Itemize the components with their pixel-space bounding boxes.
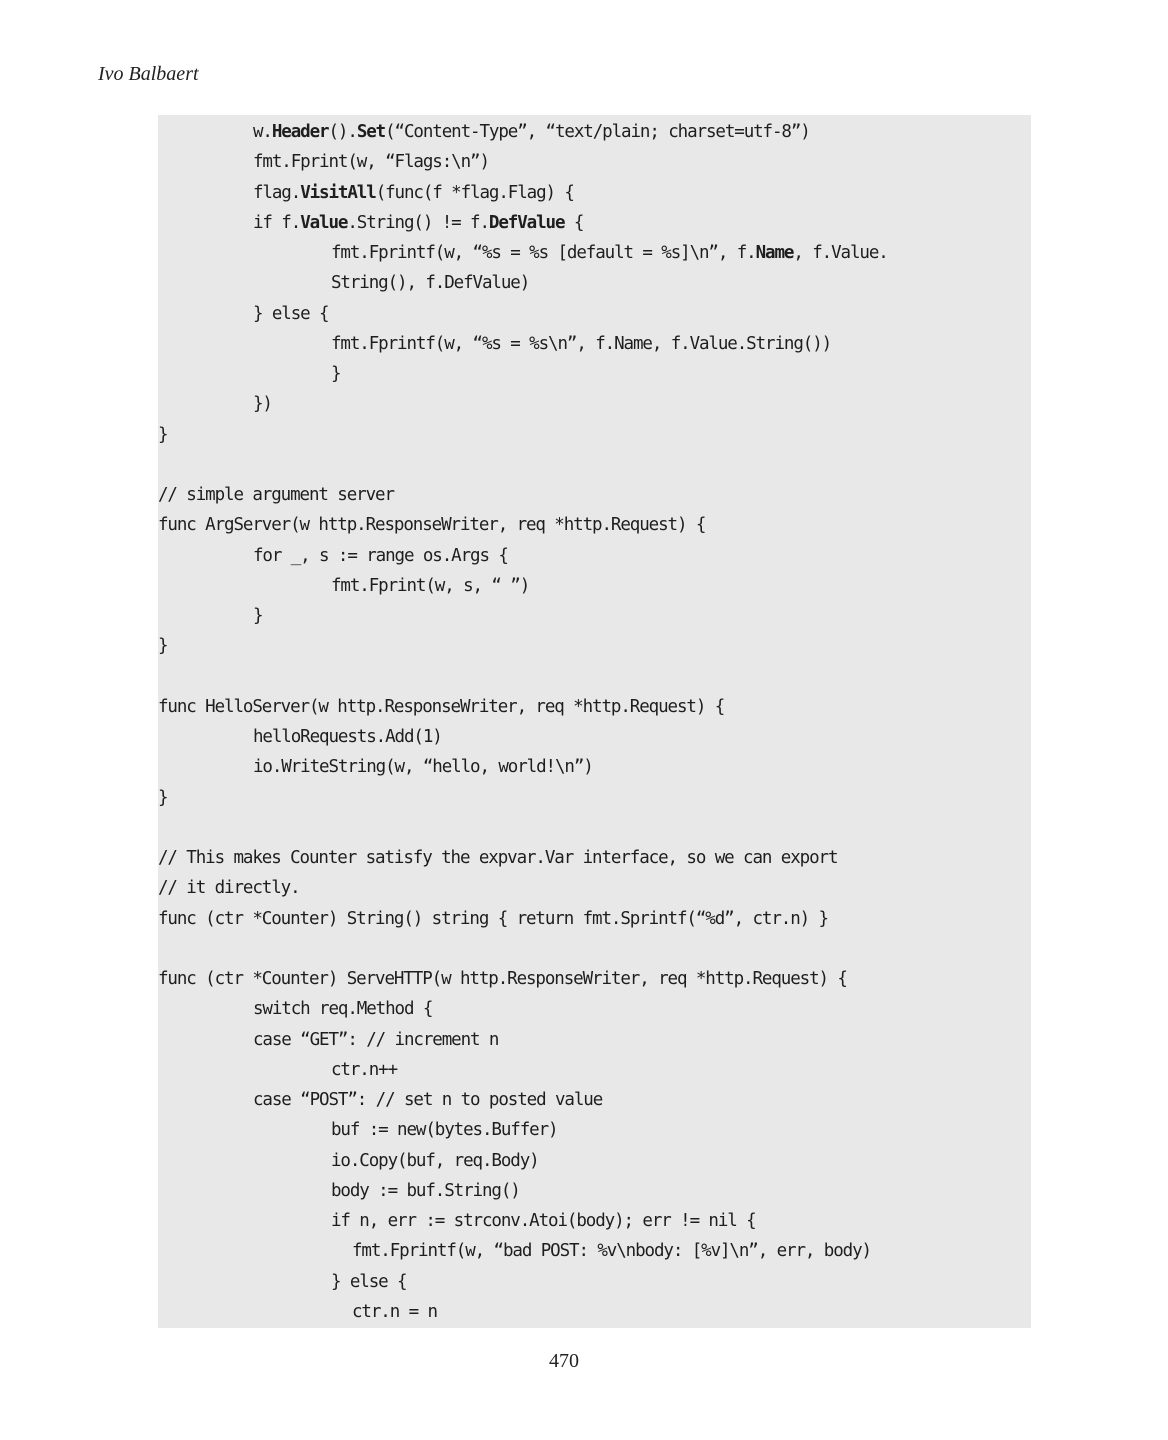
- code-token: }: [331, 364, 341, 384]
- code-token: fmt.Fprint(w, s, “ ”): [331, 575, 530, 596]
- code-token: body := buf.String(): [331, 1180, 520, 1201]
- code-line: [158, 541, 1031, 571]
- code-token: // simple argument server: [158, 485, 394, 505]
- code-line: [158, 1267, 1031, 1297]
- code-token: fmt.Fprintf(w, “%s = %s\n”, f.Name, f.Value.String()): [331, 333, 832, 354]
- code-line: [158, 843, 1031, 873]
- code-line: [158, 208, 1031, 238]
- code-token: }): [253, 394, 272, 415]
- code-token: (func(f *flag.Flag) {: [375, 182, 574, 203]
- code-token: ctr.n = n: [352, 1301, 437, 1322]
- code-token: if f.: [253, 212, 301, 233]
- code-token: ctr.n++: [331, 1059, 398, 1080]
- code-listing: [158, 115, 1031, 1328]
- code-token: io.WriteString(w, “hello, world!\n”): [253, 757, 593, 778]
- page-number: 470: [549, 1350, 579, 1372]
- code-line: [158, 1146, 1031, 1176]
- code-token: helloRequests.Add(1): [253, 727, 442, 747]
- code-token: {: [564, 212, 584, 233]
- code-token: fmt.Fprintf(w, “%s = %s [default = %s]\n”, f.: [331, 243, 756, 263]
- code-line: [158, 389, 1031, 419]
- code-token: func (ctr *Counter) String() string { return fmt.Sprintf(“%d”, ctr.n) }: [158, 908, 828, 929]
- code-token: func HelloServer(w http.ResponseWriter, req *http.Request) {: [158, 696, 725, 717]
- code-line: [158, 1085, 1031, 1115]
- code-token: , f.Value.: [793, 243, 888, 263]
- code-line: [158, 571, 1031, 601]
- code-line: [158, 1025, 1031, 1055]
- code-token: }: [158, 636, 168, 657]
- code-token: }: [253, 606, 263, 626]
- code-line: [158, 299, 1031, 329]
- code-token: } else {: [253, 303, 329, 324]
- code-token-bold: Set: [356, 122, 386, 142]
- code-line: [158, 873, 1031, 903]
- code-token: case “GET”: // increment n: [253, 1029, 499, 1050]
- code-line: [158, 510, 1031, 540]
- code-token: buf := new(bytes.Buffer): [331, 1120, 558, 1141]
- code-line: [158, 117, 1031, 147]
- code-line: [158, 601, 1031, 631]
- code-token-bold: DefValue: [488, 212, 565, 233]
- code-token: (“Content-Type”, “text/plain; charset=utf-8”): [385, 122, 810, 142]
- code-line: [158, 359, 1031, 389]
- code-token: flag.: [253, 182, 301, 203]
- code-line: [158, 813, 1031, 843]
- code-token: // This makes Counter satisfy the expvar.Var interface, so we can export: [158, 848, 838, 868]
- code-line: [158, 1176, 1031, 1206]
- code-token: ().: [328, 122, 357, 142]
- code-line: [158, 178, 1031, 208]
- code-line: [158, 1055, 1031, 1085]
- code-line: [158, 994, 1031, 1024]
- code-line: [158, 631, 1031, 661]
- code-token: func (ctr *Counter) ServeHTTP(w http.ResponseWriter, req *http.Request) {: [158, 969, 847, 989]
- code-line: [158, 147, 1031, 177]
- code-line: [158, 722, 1031, 752]
- code-line: [158, 783, 1031, 813]
- code-token: fmt.Fprint(w, “Flags:\n”): [253, 152, 489, 173]
- code-line: [158, 1206, 1031, 1236]
- code-token: }: [158, 787, 168, 808]
- code-token-bold: Value: [300, 212, 348, 233]
- code-line: [158, 238, 1031, 268]
- code-line: [158, 662, 1031, 692]
- code-line: [158, 964, 1031, 994]
- code-token: } else {: [331, 1271, 407, 1292]
- code-line: [158, 480, 1031, 510]
- code-line: [158, 268, 1031, 298]
- code-token: switch req.Method {: [253, 999, 433, 1020]
- code-token: w.: [253, 122, 272, 142]
- code-token-bold: Name: [755, 243, 794, 263]
- code-line: [158, 1115, 1031, 1145]
- code-line: [158, 420, 1031, 450]
- code-token: io.Copy(buf, req.Body): [331, 1150, 539, 1171]
- code-line: [158, 904, 1031, 934]
- code-line: [158, 934, 1031, 964]
- code-line: [158, 1236, 1031, 1266]
- code-line: [158, 692, 1031, 722]
- code-token: if n, err := strconv.Atoi(body); err != nil {: [331, 1211, 756, 1231]
- code-token: func ArgServer(w http.ResponseWriter, req *http.Request) {: [158, 515, 706, 536]
- code-line: [158, 752, 1031, 782]
- code-line: [158, 1297, 1031, 1327]
- code-token-bold: Header: [271, 122, 329, 142]
- code-token: case “POST”: // set n to posted value: [253, 1090, 603, 1110]
- code-token: for _, s := range os.Args {: [253, 545, 508, 566]
- code-token: // it directly.: [158, 878, 300, 899]
- code-token: }: [158, 424, 168, 445]
- code-token-bold: VisitAll: [300, 182, 376, 203]
- code-token: .String() != f.: [347, 212, 489, 233]
- running-header-author: Ivo Balbaert: [98, 63, 199, 85]
- code-token: String(), f.DefValue): [331, 273, 530, 294]
- code-line: [158, 450, 1031, 480]
- code-line: [158, 329, 1031, 359]
- code-token: fmt.Fprintf(w, “bad POST: %v\nbody: [%v]\n”, err, body): [352, 1241, 871, 1262]
